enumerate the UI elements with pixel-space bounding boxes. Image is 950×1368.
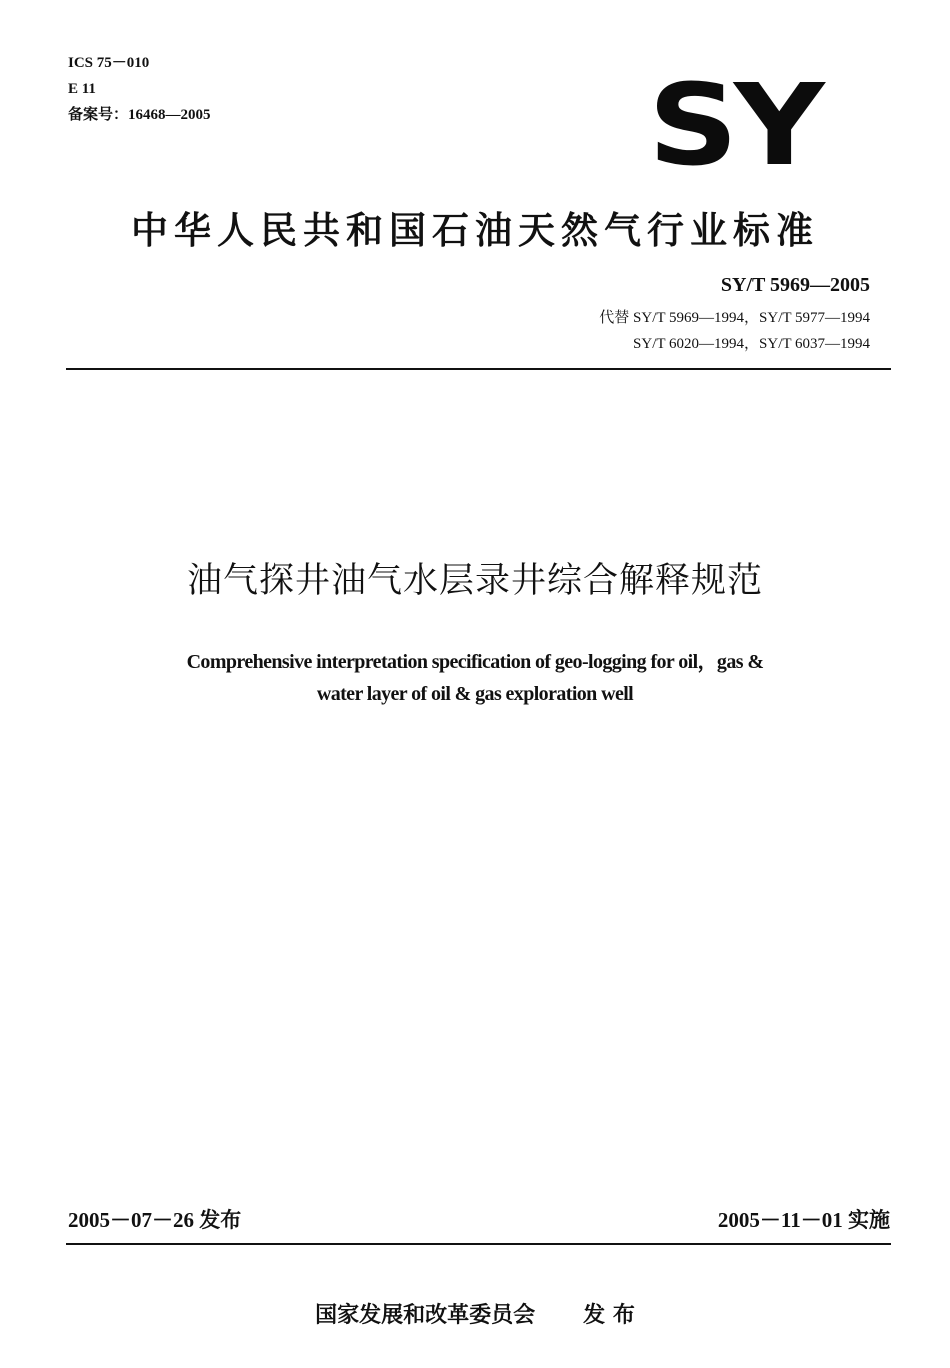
implementation-date: 2005－11－01 实施: [717, 1208, 890, 1232]
document-title-english-line-2: water layer of oil & gas exploration well: [316, 683, 634, 705]
document-title-english-line-1: Comprehensive interpretation specification of geo-logging for oil，gas &: [186, 651, 764, 673]
category-code: E 11: [68, 81, 96, 97]
document-title-chinese: 油气探井油气水层录井综合解释规范: [186, 561, 763, 601]
replaces-line-1: 代替 SY/T 5969—1994，SY/T 5977—1994: [599, 310, 870, 326]
publisher-name: 国家发展和改革委员会: [315, 1303, 536, 1328]
issuing-authority-heading: 中华人民共和国石油天然气行业标准: [131, 209, 819, 252]
issue-date: 2005－07－26 发布: [68, 1208, 242, 1232]
standard-number: SY/T 5969—2005: [720, 274, 870, 296]
ics-code: ICS 75－010: [68, 55, 150, 71]
header-divider: [66, 368, 891, 370]
sy-logo: SY: [648, 61, 821, 191]
footer-divider: [66, 1243, 891, 1245]
replaces-line-2: SY/T 6020—1994，SY/T 6037—1994: [633, 336, 870, 352]
publish-action: 发 布: [583, 1303, 635, 1328]
filing-number: 备案号：16468—2005: [68, 107, 211, 123]
publisher-line: [0, 1298, 950, 1329]
